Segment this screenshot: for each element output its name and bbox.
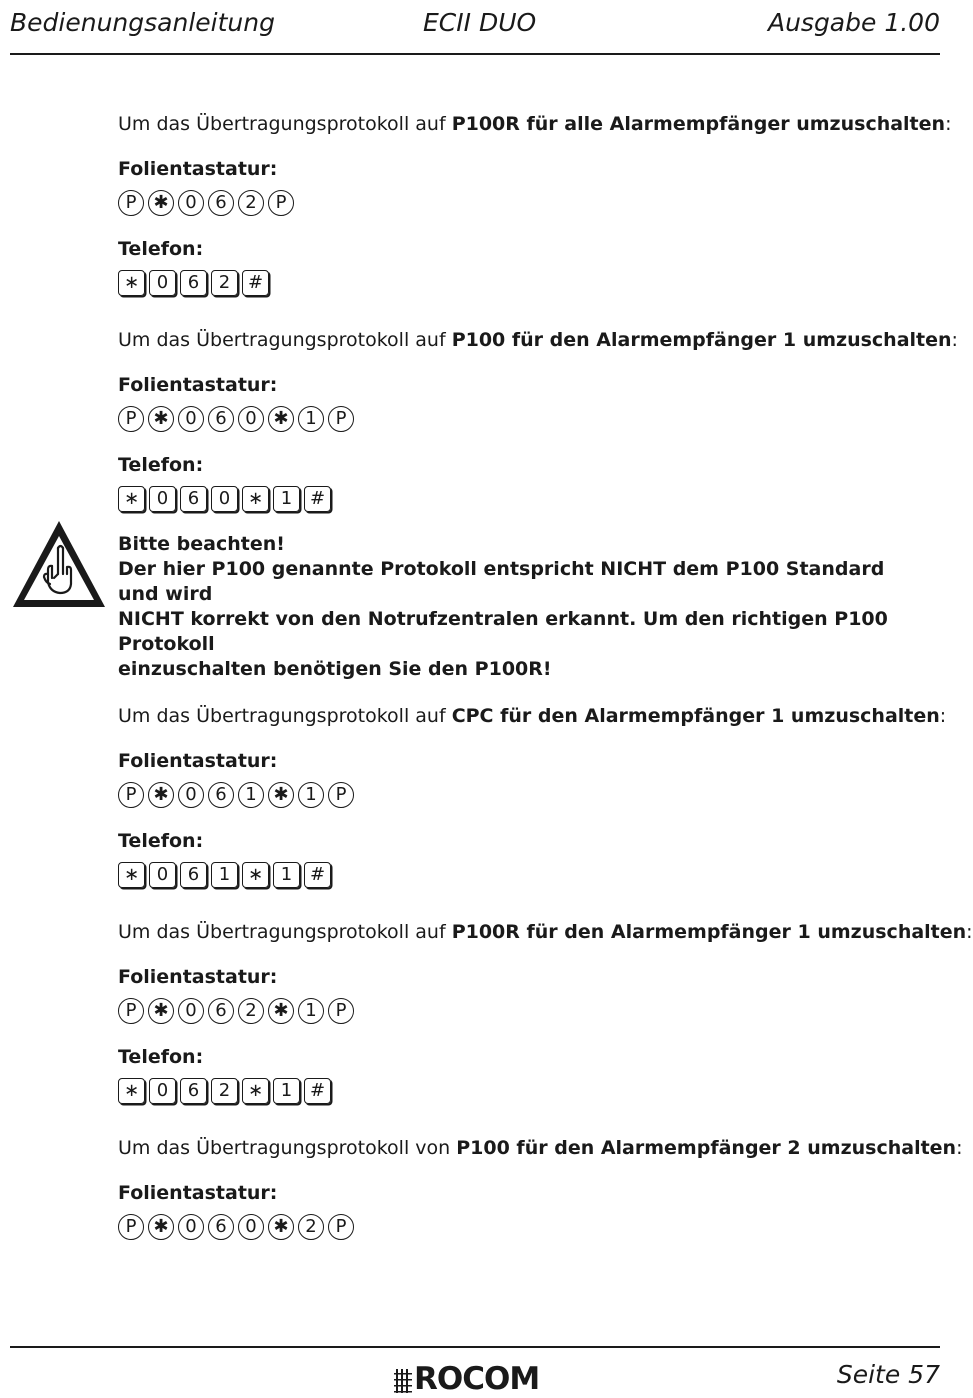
rocom-logo <box>394 1361 540 1397</box>
phone-key: 2 <box>211 270 238 296</box>
phone-key: 1 <box>273 1078 300 1104</box>
phone-key: 6 <box>180 486 207 512</box>
section-p100r-receiver-1 <box>118 918 973 1106</box>
membrane-key: 0 <box>178 190 204 216</box>
membrane-key: 6 <box>208 782 234 808</box>
folientastatur-label: Folientastatur: <box>118 966 278 988</box>
phone-key: 0 <box>149 270 176 296</box>
phone-key: ∗ <box>118 862 145 888</box>
membrane-key: ✱ <box>268 406 294 432</box>
membrane-key: P <box>118 998 144 1024</box>
membrane-key: P <box>328 406 354 432</box>
folientastatur-label: Folientastatur: <box>118 158 278 180</box>
note-title: Bitte beachten! <box>118 533 285 555</box>
membrane-key: P <box>328 782 354 808</box>
phone-key: 1 <box>273 486 300 512</box>
section-p100r-all <box>118 110 952 298</box>
membrane-key: P <box>268 190 294 216</box>
section-intro: Um das Übertragungsprotokoll auf P100R für den Alarmempfänger 1 umzuschalten: <box>118 921 973 943</box>
section-intro: Um das Übertragungsprotokoll von P100 für den Alarmempfänger 2 umzuschalten: <box>118 1137 963 1159</box>
phone-key: 0 <box>149 1078 176 1104</box>
membrane-key: ✱ <box>148 782 174 808</box>
phone-key: ∗ <box>242 486 269 512</box>
membrane-key: 1 <box>238 782 264 808</box>
membrane-key: 6 <box>208 406 234 432</box>
logo-grid-icon <box>394 1367 414 1395</box>
section-intro: Um das Übertragungsprotokoll auf CPC für den Alarmempfänger 1 umzuschalten: <box>118 705 947 727</box>
membrane-key: ✱ <box>268 1214 294 1240</box>
membrane-key: 0 <box>238 1214 264 1240</box>
phone-key: 2 <box>211 1078 238 1104</box>
page-content <box>118 110 973 1260</box>
phone-key: 6 <box>180 270 207 296</box>
membrane-key: ✱ <box>268 782 294 808</box>
section-p100-receiver-1 <box>118 326 958 514</box>
membrane-key: P <box>118 782 144 808</box>
warning-note <box>118 532 928 682</box>
membrane-key: 0 <box>178 782 204 808</box>
membrane-key: 0 <box>178 406 204 432</box>
phone-key: 1 <box>211 862 238 888</box>
membrane-key: 6 <box>208 190 234 216</box>
footer-rule <box>10 1346 940 1348</box>
note-line: einzuschalten benötigen Sie den P100R! <box>118 658 552 680</box>
membrane-key: P <box>328 998 354 1024</box>
membrane-key: ✱ <box>148 406 174 432</box>
membrane-key: ✱ <box>148 190 174 216</box>
phone-key: ∗ <box>118 1078 145 1104</box>
membrane-key: 6 <box>208 1214 234 1240</box>
folientastatur-sequence <box>118 404 928 434</box>
membrane-key: P <box>328 1214 354 1240</box>
phone-key: # <box>242 270 269 296</box>
note-line: Der hier P100 genannte Protokoll entspricht NICHT dem P100 Standard und wird <box>118 558 885 605</box>
membrane-key: ✱ <box>148 1214 174 1240</box>
membrane-key: P <box>118 190 144 216</box>
membrane-key: 2 <box>238 190 264 216</box>
telefon-label: Telefon: <box>118 454 204 476</box>
membrane-key: 1 <box>298 406 324 432</box>
membrane-key: ✱ <box>268 998 294 1024</box>
phone-key: 1 <box>273 862 300 888</box>
telefon-label: Telefon: <box>118 830 204 852</box>
logo-text: ROCOM <box>414 1361 540 1397</box>
membrane-key: 0 <box>178 998 204 1024</box>
warning-hand-icon <box>10 518 108 610</box>
folientastatur-sequence <box>118 780 928 810</box>
phone-key: 0 <box>149 862 176 888</box>
phone-key: # <box>304 1078 331 1104</box>
note-line: NICHT korrekt von den Notrufzentralen erkannt. Um den richtigen P100 Protokoll <box>118 608 888 655</box>
folientastatur-label: Folientastatur: <box>118 1182 278 1204</box>
phone-key: 0 <box>149 486 176 512</box>
section-intro: Um das Übertragungsprotokoll auf P100 für den Alarmempfänger 1 umzuschalten: <box>118 329 958 351</box>
telefon-sequence <box>118 860 928 890</box>
telefon-sequence <box>118 268 928 298</box>
phone-key: ∗ <box>118 486 145 512</box>
header-edition: Ausgabe 1.00 <box>767 8 940 37</box>
header-manual-title: Bedienungsanleitung <box>10 8 275 37</box>
folientastatur-sequence <box>118 188 928 218</box>
page-header <box>10 8 940 42</box>
membrane-key: P <box>118 406 144 432</box>
phone-key: 6 <box>180 1078 207 1104</box>
phone-key: 0 <box>211 486 238 512</box>
section-p100-receiver-2 <box>118 1134 963 1242</box>
folientastatur-sequence <box>118 996 928 1026</box>
phone-key: 6 <box>180 862 207 888</box>
membrane-key: 2 <box>238 998 264 1024</box>
page-number: Seite 57 <box>836 1360 940 1389</box>
phone-key: ∗ <box>118 270 145 296</box>
section-intro: Um das Übertragungsprotokoll auf P100R für alle Alarmempfänger umzuschalten: <box>118 113 952 135</box>
telefon-sequence <box>118 484 928 514</box>
membrane-key: 1 <box>298 998 324 1024</box>
section-cpc-receiver-1 <box>118 702 947 890</box>
phone-key: ∗ <box>242 862 269 888</box>
membrane-key: 2 <box>298 1214 324 1240</box>
telefon-label: Telefon: <box>118 238 204 260</box>
telefon-sequence <box>118 1076 928 1106</box>
membrane-key: 0 <box>178 1214 204 1240</box>
membrane-key: P <box>118 1214 144 1240</box>
folientastatur-label: Folientastatur: <box>118 750 278 772</box>
folientastatur-sequence <box>118 1212 928 1242</box>
header-product-name: ECII DUO <box>423 8 537 37</box>
telefon-label: Telefon: <box>118 1046 204 1068</box>
membrane-key: 0 <box>238 406 264 432</box>
header-rule <box>10 53 940 55</box>
phone-key: ∗ <box>242 1078 269 1104</box>
membrane-key: ✱ <box>148 998 174 1024</box>
phone-key: # <box>304 486 331 512</box>
phone-key: # <box>304 862 331 888</box>
membrane-key: 6 <box>208 998 234 1024</box>
membrane-key: 1 <box>298 782 324 808</box>
folientastatur-label: Folientastatur: <box>118 374 278 396</box>
